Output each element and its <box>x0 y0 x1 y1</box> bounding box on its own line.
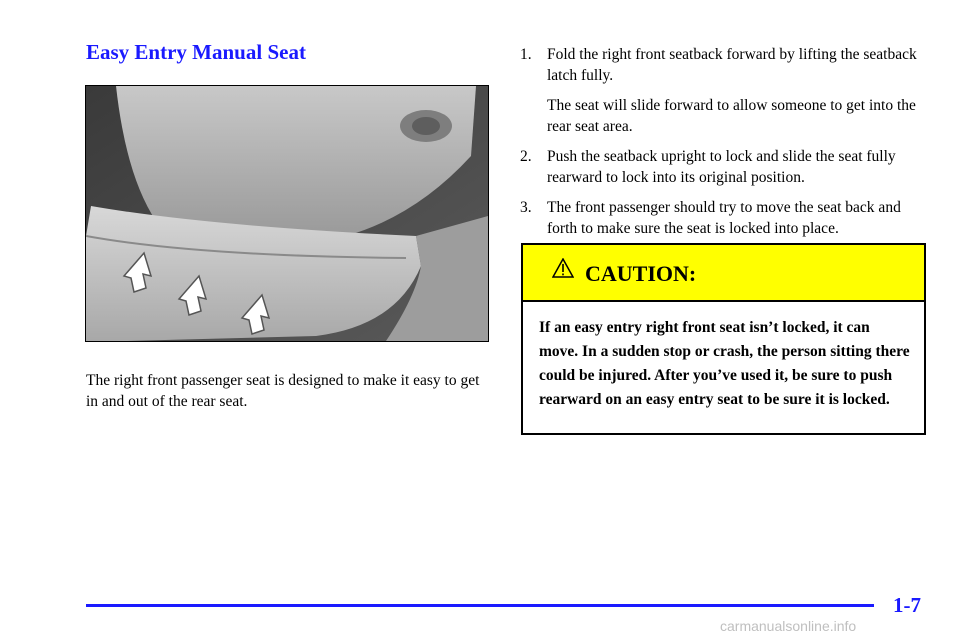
step-text: Push the seatback upright to lock and slide the seat fully rearward to lock into its original position. <box>547 148 896 186</box>
step-subtext: The seat will slide forward to allow someone to get into the rear seat area. <box>547 97 916 135</box>
page-number: 1-7 <box>893 593 921 617</box>
seat-illustration <box>86 86 488 341</box>
caution-header <box>523 245 924 302</box>
intro-paragraph: The right front passenger seat is designed to make it easy to get in and out of the rear seat. <box>86 372 480 410</box>
step-text: Fold the right front seatback forward by lifting the seatback latch fully. <box>547 46 917 84</box>
step-text: The front passenger should try to move the seat back and forth to make sure the seat is locked into place. <box>547 199 901 237</box>
step-item <box>520 197 930 239</box>
steps-list <box>520 44 930 248</box>
step-number: 3. <box>520 199 532 216</box>
step-item <box>520 44 930 137</box>
watermark: carmanualsonline.info <box>720 618 857 634</box>
step-number: 2. <box>520 148 532 165</box>
step-item <box>520 146 930 188</box>
caution-text: If an easy entry right front seat isn’t locked, it can move. In a sudden stop or crash, the person sitting there could be injured. After you’ve used it, be sure to push rearward on an easy entry seat to be sure it is locked. <box>539 319 910 408</box>
step-number: 1. <box>520 46 532 63</box>
caution-title: CAUTION: <box>585 261 697 286</box>
caution-box <box>521 243 926 435</box>
seat-photo <box>85 85 489 342</box>
footer-rule <box>86 604 874 607</box>
warning-triangle-icon <box>552 258 574 278</box>
section-title: Easy Entry Manual Seat <box>86 40 306 64</box>
